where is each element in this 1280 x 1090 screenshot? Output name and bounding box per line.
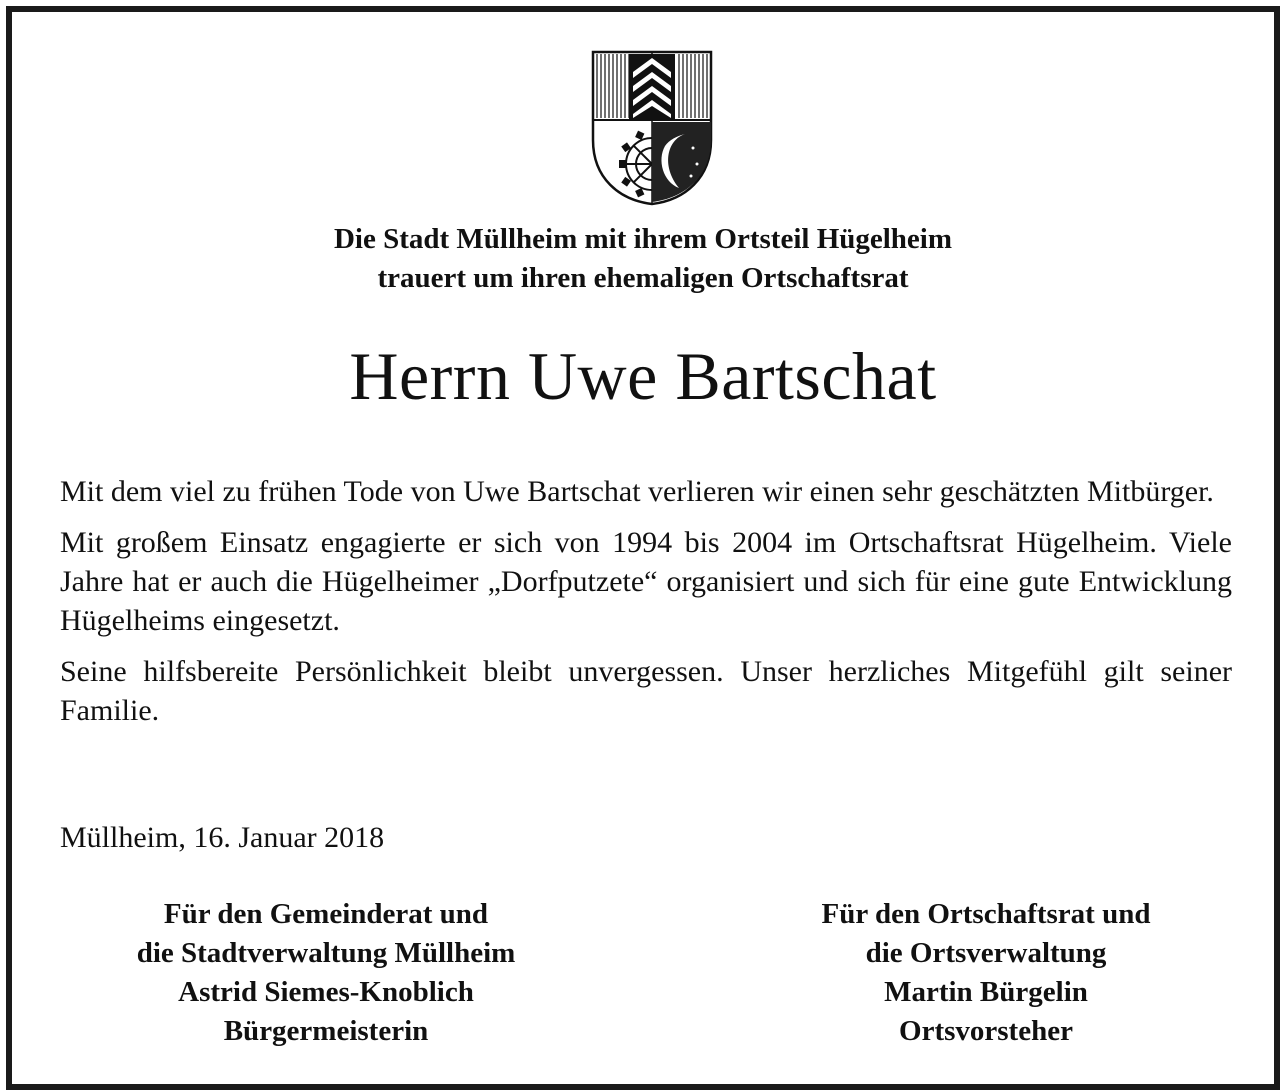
signatory-name: Astrid Siemes-Knoblich	[178, 976, 474, 1008]
intro-text	[12, 220, 1274, 298]
deceased-name: Herrn Uwe Bartschat	[349, 338, 937, 414]
place-date: Müllheim, 16. Januar 2018	[60, 821, 385, 854]
signature-line: die Stadtverwaltung Müllheim	[136, 937, 516, 969]
intro-line: Die Stadt Müllheim mit ihrem Ortsteil Hügelheim	[333, 223, 953, 255]
coat-of-arms-icon	[589, 48, 715, 208]
intro-line: trauert um ihren ehemaligen Ortschaftsrat	[377, 262, 909, 294]
signature-line: Für den Ortschaftsrat und	[821, 898, 1151, 930]
signatory-name: Martin Bürgelin	[884, 976, 1088, 1008]
signatory-title: Bürgermeisterin	[223, 1015, 429, 1047]
signature-line: Für den Gemeinderat und	[163, 898, 489, 930]
obituary-notice	[6, 6, 1280, 1090]
paragraph: Mit großem Einsatz engagierte er sich von 1994 bis 2004 im Ortschaftsrat Hügelheim. Viele Jahre hat er auch die Hügelheimer „Dorfputzete“ organisiert und sich für eine gute Entwicklung Hügelheims eingesetzt.	[60, 526, 1232, 637]
signatory-title: Ortsvorsteher	[899, 1015, 1073, 1047]
paragraph: Seine hilfsbereite Persönlichkeit bleibt unvergessen. Unser herzliches Mitgefühl gilt seiner Familie.	[60, 655, 1232, 727]
signature-line: die Ortsverwaltung	[865, 937, 1107, 969]
signature-block-right	[706, 895, 1266, 1051]
signature-block-left	[46, 895, 606, 1051]
paragraph: Mit dem viel zu frühen Tode von Uwe Bartschat verlieren wir einen sehr geschätzten Mitbürger.	[60, 475, 1214, 508]
body-text	[60, 472, 1232, 742]
